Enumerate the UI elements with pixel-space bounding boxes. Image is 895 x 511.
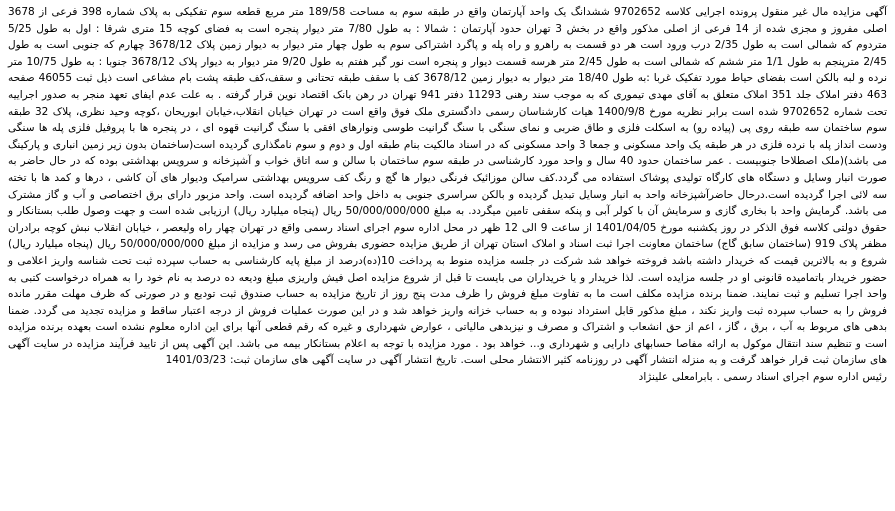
notice-body: آگهی مزایده مال غیر منقول پرونده اجرایی کلاسه 9702652 ششدانگ یک واحد آپارتمان واقع در طبقه سوم به مساحت 189/58 متر مربع قطعه سوم تفکیکی به پلاک شماره 398 فرعی از 3678 اصلی مفروز و مجزی شده از 14 فرعی از اصلی مذکور واقع در بخش 3 تهران حدود آپارتمان : شمالا : به طول 7/80 متر دیوار پنجره است به فضای کوچه 15 متری شرقا : اول به طول 5/25 متردوم که شمالی است به طول 2/35 درب ورود است هر دو قسمت به راهرو و راه پله و پاگرد اشتراکی سوم به طول چهار متر دیوار به دیوار زمین پلاک 3678/12 چهارم که جنوبی است به طول 2/45 مترپنجم به طول 1/1 متر ششم که شمالی است به طول 2/45 متر هرسه قسمت دیوار و پنجره است نور گیر هفتم به طول 9/20 متر دیوار به دیوار پلاک 3678/12 جنوبا : به طول 10/75 متر نرده و لبه بالکن است بفضای حیاط مورد تفکیک غربا :به طول 18/40 متر دیوار به دیوار زمین 3678/12 کف با سقف طبقه تحتانی و سقف،کف طبقه پشت بام مشاعی است ذیل ثبت 46055 صفحه 463 دفتر املاک جلد 351 املاک متعلق به آقای مهدی تیموری که به موجب سند رهنی 11293 دفتر 941 تهران در رهن بانک اقتصاد نوین قرار گرفته . به علت عدم ایفای تعهد منجر به صدور اجراییه تحت شماره 9702652 شده است برابر نظریه مورخ 1400/9/8 هیات کارشناسان رسمی دادگستری ملک فوق واقع است در تهران خیابان انقلاب،خیابان ابوریحان ،کوچه وحید نظری، پلاک 32 طبقه سوم ساختمان سه طبقه روی پی (پیاده رو) به اسکلت فلزی و طاق ضربی و نمای سنگی با سنگ گرانیت طوسی ونوارهای افقی با سنگ گرانیت قهوه ای ، در پنجره ها با پروفیل فلزی پله ها سنگی ودست انداز پله با نرده فلزی در هر طبقه یک واحد مسکونی و جمعا 3 واحد مسکونی که در اسناد مالکیت بنام طبقه اول و دوم و سوم نامگذاری گردیده است(ساختمان بدون زیر زمین انباری و پارکینگ می باشد)(ملک اصطلاحا جنوبیست . عمر ساختمان حدود 40 سال و واحد مورد کارشناسی در طبقه سوم ساختمان با سالن و سه اتاق خواب و آشپزخانه و سرویس بهداشتی بوده که در حال حاضر به صورت انبار وسایل و دستگاه های کارگاه تولیدی پوشاک استفاده می گردد.کف سالن موزائیک فرنگی دیوار ها گچ و رنگ کف سرویس بهداشتی سرامیک ودیوار های آن کاشی ، درها و کمد ها با تخته سه لائی اجرا گردیده است.درحال حاضرآشپزخانه واحد به انبار وسایل تبدیل گردیده و بالکن سراسری جنوبی به داخل واحد اضافه گردیده است. واحد مزبور دارای برق اختصاصی و آب و گاز مشترک می باشد. گرمایش واحد با بخاری گازی و سرمایش آن با کولر آبی و پنکه سقفی تامین میگردد. به مبلغ 50/000/000/000 ریال (پنجاه میلیارد ریال) ارزیابی شده است و جهت وصول طلب بستانکار و حقوق دولتی کلاسه فوق الذکر در روز یکشنبه مورخ 1401/04/05 از ساعت 9 الی 12 ظهر در محل اداره سوم اجرای اسناد رسمی واقع در تهران چهار راه ولیعصر ، خیابان انقلاب نبش کوچه برادران مظفر پلاک 919 (ساختمان سابق گاج) ساختمان معاونت اجرا ثبت اسناد و املاک استان تهران از طریق مزایده حضوری بفروش می رسد و مزایده از مبلغ 50/000/000/000 ریال (پنجاه میلیارد ریال) شروع و به بالاترین قیمت که خریدار داشته باشد فروخته خواهد شد شرکت در جلسه مزایده منوط به پرداخت 10(ده)درصد از مبلغ پایه کارشناسی به حساب سپرده ثبت تحت شناسه واریز اعلامی و حضور خریدار باتمامیده قانونی او در جلسه مزایده است. لذا خریدار و یا خریداران می بایست تا قبل از شروع مزایده اصل فیش واریزی مبلغ ودیعه ده درصد به نام خود را به همراه درخواست کتبی به واحد اجرا تسلیم و ثبت نمایند. ضمنا برنده مزایده مکلف است ما به تفاوت مبلغ فروش را ظرف مدت پنج روز از تاریخ مزایده به حساب صندوق ثبت تودیع و در صورتی که ظرف مهلت مقرر مانده فروش را به حساب سپرده ثبت واریز نکند ، مبلغ مذکور قابل استرداد نبوده و به حساب خزانه واریز خواهد شد و در این صورت عملیات فروش از درجه اعتبار ساقط و مزایده تجدید می گردد. ضمنا بدهی های مربوط به آب ، برق ، گاز ، اعم از حق انشعاب و اشتراک و مصرف و نیزبدهی مالیاتی ، عوارض شهرداری و غیره که رقم قطعی آنها برای این اداره معلوم نشده است بعهده برنده مزایده است و تنظیم سند انتقال موکول به ارائه مفاصا حسابهای دارایی و شهرداری و... خواهد بود . مورد مزایده با توجه به اعلام بستانکار بیمه می باشد. این آگهی پس از تایید فرآیند مزایده در سایت آگهی های سازمان ثبت قرار خواهد گرفت و به منزله انتشار آگهی در روزنامه کثیر الانتشار محلی است. تاریخ انتشار آگهی در سایت آگهی های سازمان ثبت: 1401/03/23 [8, 6, 888, 367]
notice-signature: رئیس اداره سوم اجرای اسناد رسمی . بابرامعلی علینژاد [638, 371, 887, 384]
